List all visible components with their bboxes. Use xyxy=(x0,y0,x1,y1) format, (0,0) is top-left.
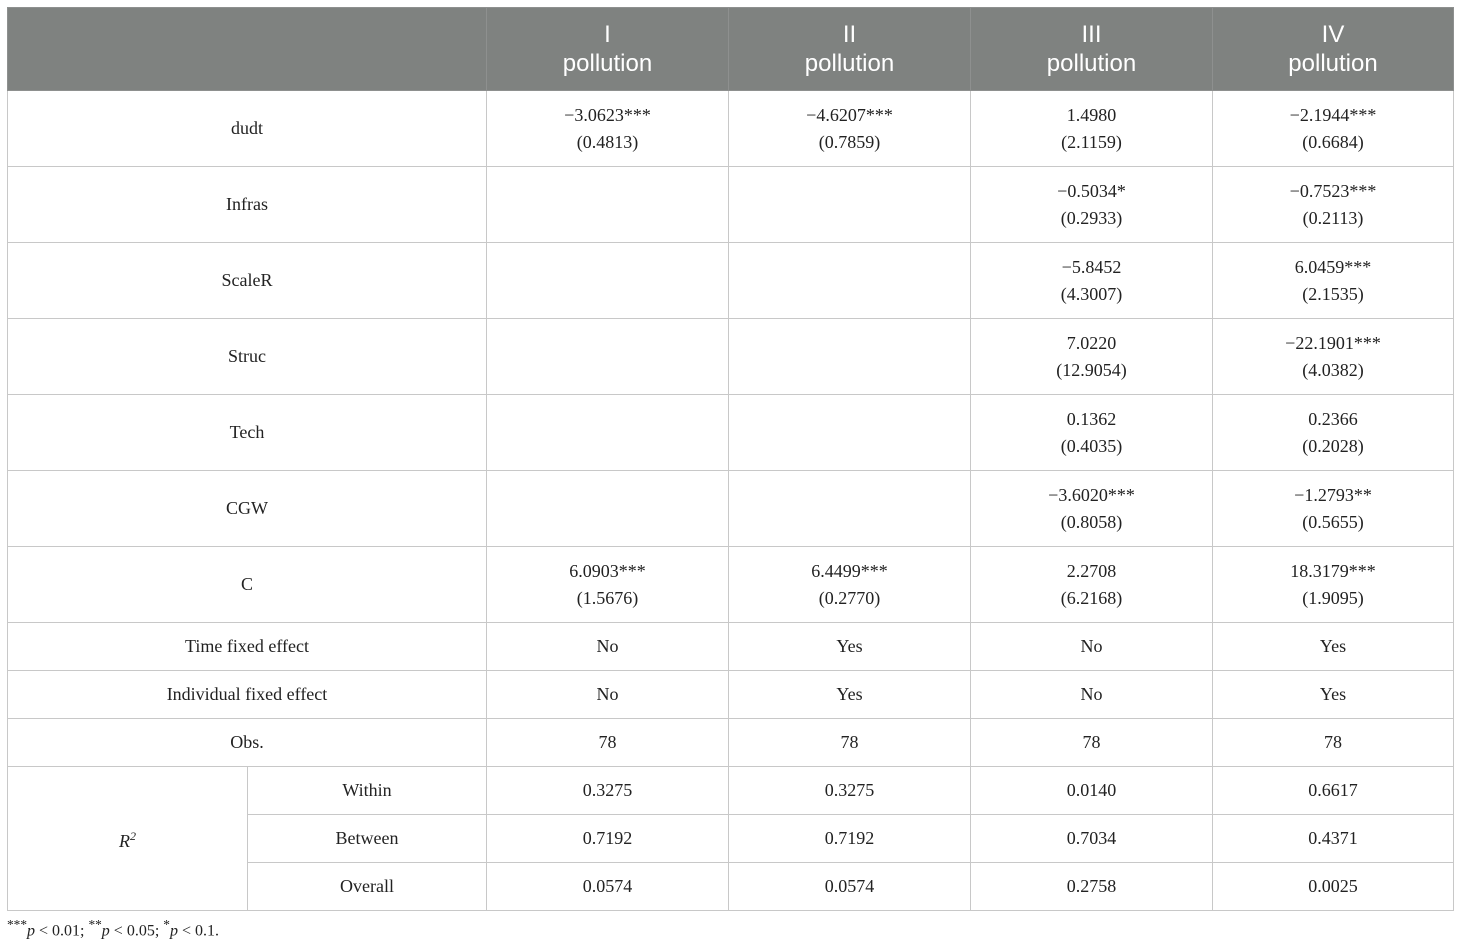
header-col-2: II pollution xyxy=(729,8,971,91)
table-cell: −0.7523*** (0.2113) xyxy=(1213,167,1454,243)
table-cell: 2.2708 (6.2168) xyxy=(971,547,1213,623)
table-cell xyxy=(487,395,729,471)
table-cell: 18.3179*** (1.9095) xyxy=(1213,547,1454,623)
table-cell: 0.6617 xyxy=(1213,767,1454,815)
table-cell: No xyxy=(971,671,1213,719)
table-row xyxy=(8,671,1454,719)
table-cell: 0.3275 xyxy=(487,767,729,815)
table-cell: 0.0574 xyxy=(487,863,729,911)
table-cell: 78 xyxy=(487,719,729,767)
table-cell xyxy=(487,471,729,547)
header-row xyxy=(8,8,1454,91)
regression-table-container xyxy=(7,7,1453,911)
table-cell: −3.0623*** (0.4813) xyxy=(487,91,729,167)
table-cell xyxy=(487,243,729,319)
row-label: Time fixed effect xyxy=(8,623,487,671)
table-cell: 0.3275 xyxy=(729,767,971,815)
table-cell: 0.0025 xyxy=(1213,863,1454,911)
table-cell: −1.2793** (0.5655) xyxy=(1213,471,1454,547)
header-col-4: IV pollution xyxy=(1213,8,1454,91)
table-cell: 78 xyxy=(971,719,1213,767)
regression-table xyxy=(7,7,1454,911)
table-cell: No xyxy=(487,623,729,671)
table-cell: −22.1901*** (4.0382) xyxy=(1213,319,1454,395)
table-cell xyxy=(729,243,971,319)
table-cell: 78 xyxy=(729,719,971,767)
row-label: ScaleR xyxy=(8,243,487,319)
r2-sub-label: Within xyxy=(248,767,487,815)
row-label: Infras xyxy=(8,167,487,243)
table-cell: 0.2366 (0.2028) xyxy=(1213,395,1454,471)
table-row xyxy=(8,547,1454,623)
table-footnote: ***p < 0.01; **p < 0.05; *p < 0.1. xyxy=(7,917,219,940)
table-cell xyxy=(729,319,971,395)
table-cell: −2.1944*** (0.6684) xyxy=(1213,91,1454,167)
r2-sub-label: Between xyxy=(248,815,487,863)
table-cell: 0.7192 xyxy=(729,815,971,863)
table-cell: Yes xyxy=(1213,623,1454,671)
table-row xyxy=(8,243,1454,319)
table-cell xyxy=(729,471,971,547)
row-label: Obs. xyxy=(8,719,487,767)
table-row xyxy=(8,319,1454,395)
table-cell: No xyxy=(487,671,729,719)
table-cell: 7.0220 (12.9054) xyxy=(971,319,1213,395)
table-row xyxy=(8,719,1454,767)
row-label: dudt xyxy=(8,91,487,167)
header-corner xyxy=(8,8,487,91)
table-cell: 0.7034 xyxy=(971,815,1213,863)
table-cell: −5.8452 (4.3007) xyxy=(971,243,1213,319)
row-label: Struc xyxy=(8,319,487,395)
table-cell: 6.0903*** (1.5676) xyxy=(487,547,729,623)
row-label: C xyxy=(8,547,487,623)
r2-label: $R^2$ xyxy=(8,767,248,911)
table-cell xyxy=(729,167,971,243)
table-row xyxy=(8,471,1454,547)
header-col-3: III pollution xyxy=(971,8,1213,91)
row-label: Tech xyxy=(8,395,487,471)
table-cell: 6.0459*** (2.1535) xyxy=(1213,243,1454,319)
table-cell: −3.6020*** (0.8058) xyxy=(971,471,1213,547)
table-row xyxy=(8,623,1454,671)
table-cell: 6.4499*** (0.2770) xyxy=(729,547,971,623)
table-cell: Yes xyxy=(729,671,971,719)
table-cell: No xyxy=(971,623,1213,671)
table-cell xyxy=(729,395,971,471)
table-cell: 0.0574 xyxy=(729,863,971,911)
r2-sub-label: Overall xyxy=(248,863,487,911)
table-cell: 0.4371 xyxy=(1213,815,1454,863)
table-cell xyxy=(487,167,729,243)
table-cell: 78 xyxy=(1213,719,1454,767)
row-label: CGW xyxy=(8,471,487,547)
table-row xyxy=(8,395,1454,471)
table-cell: Yes xyxy=(1213,671,1454,719)
header-col-1: I pollution xyxy=(487,8,729,91)
table-cell: 1.4980 (2.1159) xyxy=(971,91,1213,167)
table-row xyxy=(8,91,1454,167)
table-cell: −0.5034* (0.2933) xyxy=(971,167,1213,243)
table-cell: 0.1362 (0.4035) xyxy=(971,395,1213,471)
table-row xyxy=(8,767,1454,815)
table-cell: 0.2758 xyxy=(971,863,1213,911)
table-row xyxy=(8,167,1454,243)
table-cell: Yes xyxy=(729,623,971,671)
table-cell: −4.6207*** (0.7859) xyxy=(729,91,971,167)
table-cell: 0.7192 xyxy=(487,815,729,863)
table-cell xyxy=(487,319,729,395)
table-cell: 0.0140 xyxy=(971,767,1213,815)
row-label: Individual fixed effect xyxy=(8,671,487,719)
